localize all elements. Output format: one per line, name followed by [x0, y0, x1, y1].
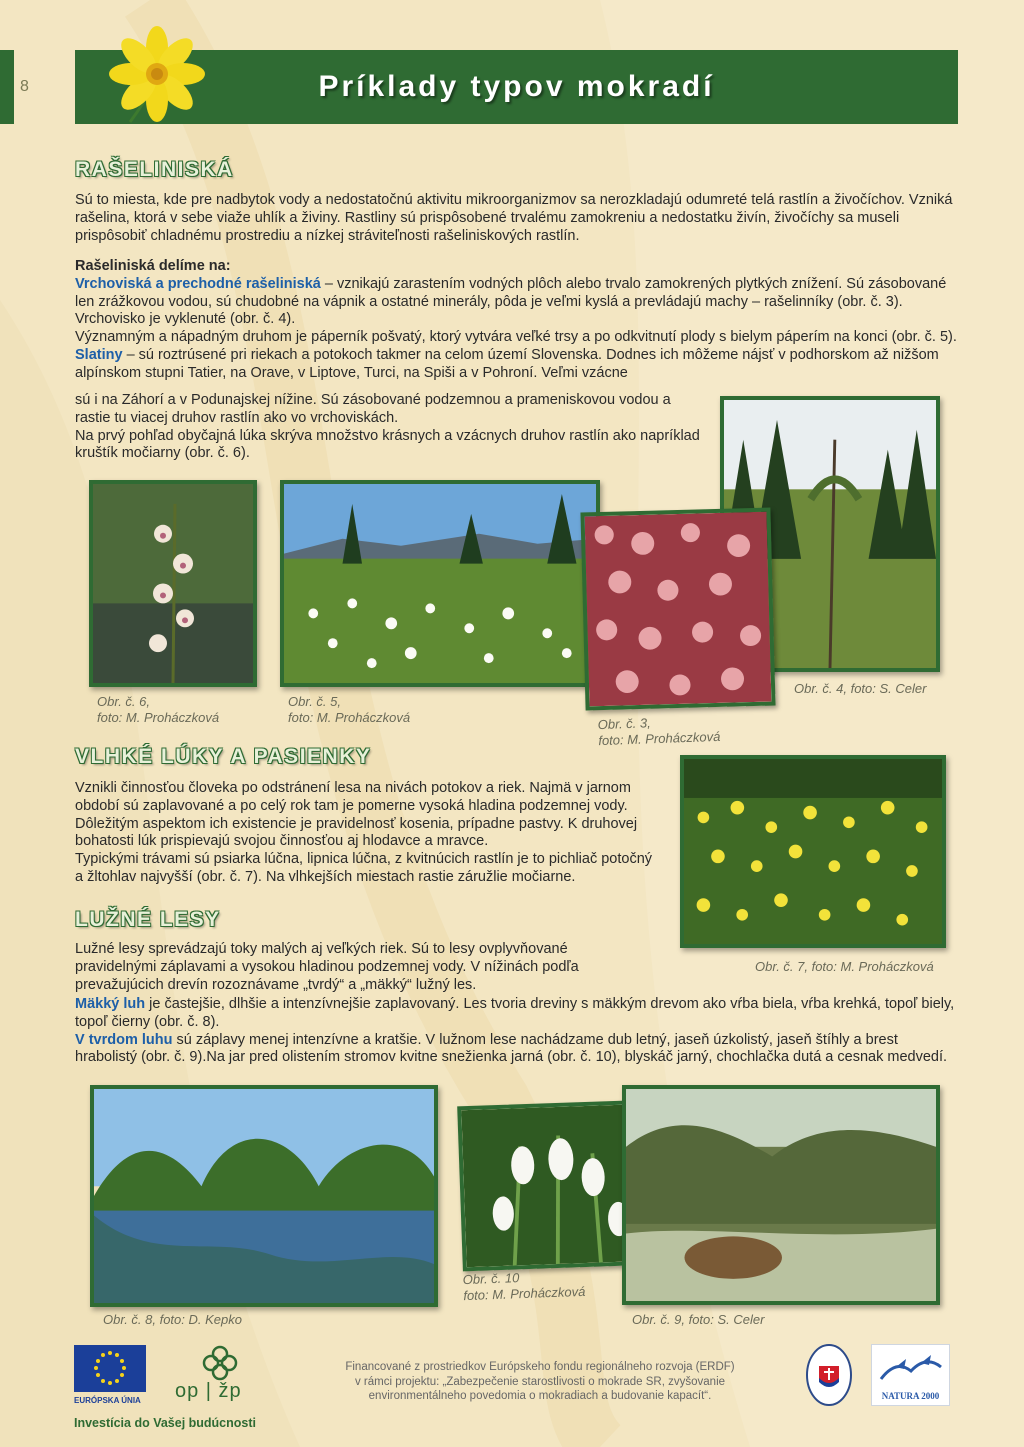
raseliniska-intro	[75, 192, 960, 245]
luky-text	[75, 780, 658, 887]
division-label: Rašeliniská delíme na:	[75, 258, 231, 274]
makky-luh-paragraph	[75, 996, 960, 1032]
caption-obr3	[597, 713, 720, 749]
tvrdy-luh-paragraph	[75, 1032, 960, 1068]
caption-obr6-line1: Obr. č. 6,	[97, 694, 150, 709]
intro-text: Sú to miesta, kde pre nadbytok vody a nedostatočnú aktivitu mikroorganizmov sa nerozkladajú odumreté telá rastlín a živočíchov. Vzniká rašelina, ktorá v sebe viaže uhlík a živiny. Rastliny sú prispôsobené trvalému zamokreniu a nedostatku živín, živočíchy sa museli prispôsobiť chladnému prostrediu a nízkej stráviteľnosti rašeliniskových rastlín.	[75, 192, 953, 244]
section-heading-raseliniska: RAŠELINISKÁ	[75, 158, 234, 181]
slatiny-text-b: sú i na Záhorí a v Podunajskej nížine. Sú zásobované podzemnou a prameniskovou vodou a rastie tu viacej druhov rastlín ako vo vrchoviskách.	[75, 392, 671, 426]
page-title: Príklady typov mokradí	[318, 70, 715, 103]
photo-obr9-forest-pond	[622, 1085, 940, 1305]
funding-note-line3: environmentálneho povedomia o mokradiach a budovanie kapacít“.	[368, 1390, 712, 1402]
lesy-text-1: Lužné lesy sprevádzajú toky malých aj veľkých riek. Sú to lesy ovplyvňované pravidelnými záplavami a vysokou hladinou podzemnej vody. V nížinách podľa prevažujúcich drevín rozoznávame „tvrdý“ a „mäkký“ lužný les.	[75, 941, 579, 993]
caption-obr8: Obr. č. 8, foto: D. Kepko	[103, 1312, 242, 1327]
caption-obr10-line2: foto: M. Proháczková	[463, 1283, 586, 1304]
luky-text-1: Vznikli činnosťou človeka po odstránení lesa na nivách potokov a riek. Najmä v jarnom období sú zaplavované a po celý rok tam je pomerne vysoká hladina podzemnej vody. Dôležitým aspektom ich existencie je pravidelnosť kosenia, prípadne pastvy. K druhovej bohatosti lúk prispievajú svojou činnosťou aj hlodavce a mravce.	[75, 780, 638, 850]
slatiny-paragraph	[75, 347, 960, 383]
term-vrchoviska: Vrchoviská a prechodné rašeliniská	[75, 275, 321, 292]
eu-flag-icon	[74, 1345, 146, 1392]
section-heading-lesy: LUŽNÉ LESY	[75, 908, 221, 931]
section-heading-luky: VLHKÉ LÚKY A PASIENKY	[75, 745, 372, 768]
raseliniska-division	[75, 258, 960, 383]
tvrdy-luh-text: sú záplavy menej intenzívne a kratšie. V lužnom lese nachádzame dub letný, jaseň úzkolistý, jaseň štíhly a brest hrabolistý (obr. č. 9).Na jar pred olistením stromov kvitne snežienka jarná (obr. č. 10), blyskáč jarný, chochlačka dutá a cesnak medvedí.	[75, 1031, 948, 1066]
caption-obr5-line1: Obr. č. 5,	[288, 694, 341, 709]
natura-2000-logo	[871, 1344, 950, 1406]
caption-obr4: Obr. č. 4, foto: S. Celer	[794, 681, 927, 696]
luky-text-2: Typickými trávami sú psiarka lúčna, lipnica lúčna, z kvitnúcich rastlín je to pichliač potočný a žltohlav najvyšší (obr. č. 7). Na vlhkejších miestach rastie záružlie močiarne.	[75, 851, 653, 885]
caption-obr10	[462, 1268, 585, 1304]
page-tab	[0, 50, 14, 124]
funding-note-line1: Financované z prostriedkov Európskeho fondu regionálneho rozvoja (ERDF)	[345, 1361, 735, 1373]
vrchoviska-text: – vznikajú zarastením vodných plôch alebo trvalo zamokrených plytkých znížení. Sú zásobované len zrážkovou vodou, sú chudobné na vápnik a ostatné minerály, pôda je veľmi kyslá a prevládajú machy – rašelinníky (obr. č. 3). Vrchovisko je vyklenuté (obr. č. 4).	[75, 275, 947, 328]
caption-obr9: Obr. č. 9, foto: S. Celer	[632, 1312, 765, 1327]
page-number: 8	[20, 78, 29, 95]
flower-icon	[100, 22, 210, 132]
lesy-intro	[75, 941, 653, 994]
eu-label: EURÓPSKA ÚNIA	[74, 1396, 141, 1405]
photo-obr6-orchid	[89, 480, 257, 687]
term-makky-luh: Mäkký luh	[75, 996, 146, 1012]
natura-label: NATURA 2000	[881, 1391, 940, 1401]
state-nature-seal-icon	[806, 1344, 852, 1406]
krustik-text: Na prvý pohľad obyčajná lúka skrýva množstvo krásnych a vzácnych druhov rastlín ako napríklad kruštík močiarny (obr. č. 6).	[75, 427, 700, 462]
term-tvrdy-luh: V tvrdom luhu	[75, 1031, 173, 1048]
slatiny-continued	[75, 392, 707, 463]
caption-obr6	[97, 694, 219, 726]
slatiny-text: – sú roztrúsené pri riekach a potokoch takmer na celom území Slovenska. Dodnes ich môžeme nájsť v podhorskom až nižšom alpínskom stupni Tatier, na Orave, v Liptove, Turci, na Spiši a v Pohroní. Veľmi vzácne	[75, 346, 939, 381]
caption-obr7: Obr. č. 7, foto: M. Proháczková	[755, 959, 934, 974]
caption-obr5-line2: foto: M. Proháczková	[288, 710, 411, 725]
op-zp-logo: op | žp	[175, 1380, 242, 1402]
caption-obr6-line2: foto: M. Proháczková	[97, 710, 220, 725]
funding-note	[330, 1360, 750, 1404]
slogan: Investícia do Vašej budúcnosti	[74, 1416, 256, 1430]
clover-icon	[200, 1345, 240, 1381]
photo-obr8-floodplain	[90, 1085, 438, 1307]
funding-note-line2: v rámci projektu: „Zabezpečenie starostlivosti o mokrade SR, zvyšovanie	[354, 1375, 726, 1388]
bird-icon	[876, 1349, 946, 1387]
papernik-text: Významným a nápadným druhom je páperník pošvatý, ktorý vytvára veľké trsy a po odkvitnutí plody s bielym páperím na konci (obr. č. 5).	[75, 329, 957, 346]
makky-luh-text: je častejšie, dlhšie a intenzívnejšie zaplavovaný. Les tvoria dreviny s mäkkým drevom ako vŕba biela, vŕba krehká, topoľ biely, topoľ čierny (obr. č. 8).	[75, 996, 955, 1030]
caption-obr3-line1: Obr. č. 3,	[597, 715, 651, 733]
photo-obr5-cotton-grass	[280, 480, 600, 687]
photo-obr7-meadow	[680, 755, 946, 948]
vrchoviska-paragraph	[75, 276, 960, 329]
caption-obr10-line1: Obr. č. 10	[462, 1270, 520, 1288]
lesy-details	[75, 996, 960, 1067]
term-slatiny: Slatiny	[75, 346, 123, 363]
caption-obr3-line2: foto: M. Proháczková	[598, 728, 721, 749]
caption-obr5	[288, 694, 410, 726]
photo-obr3-sphagnum	[580, 508, 775, 711]
